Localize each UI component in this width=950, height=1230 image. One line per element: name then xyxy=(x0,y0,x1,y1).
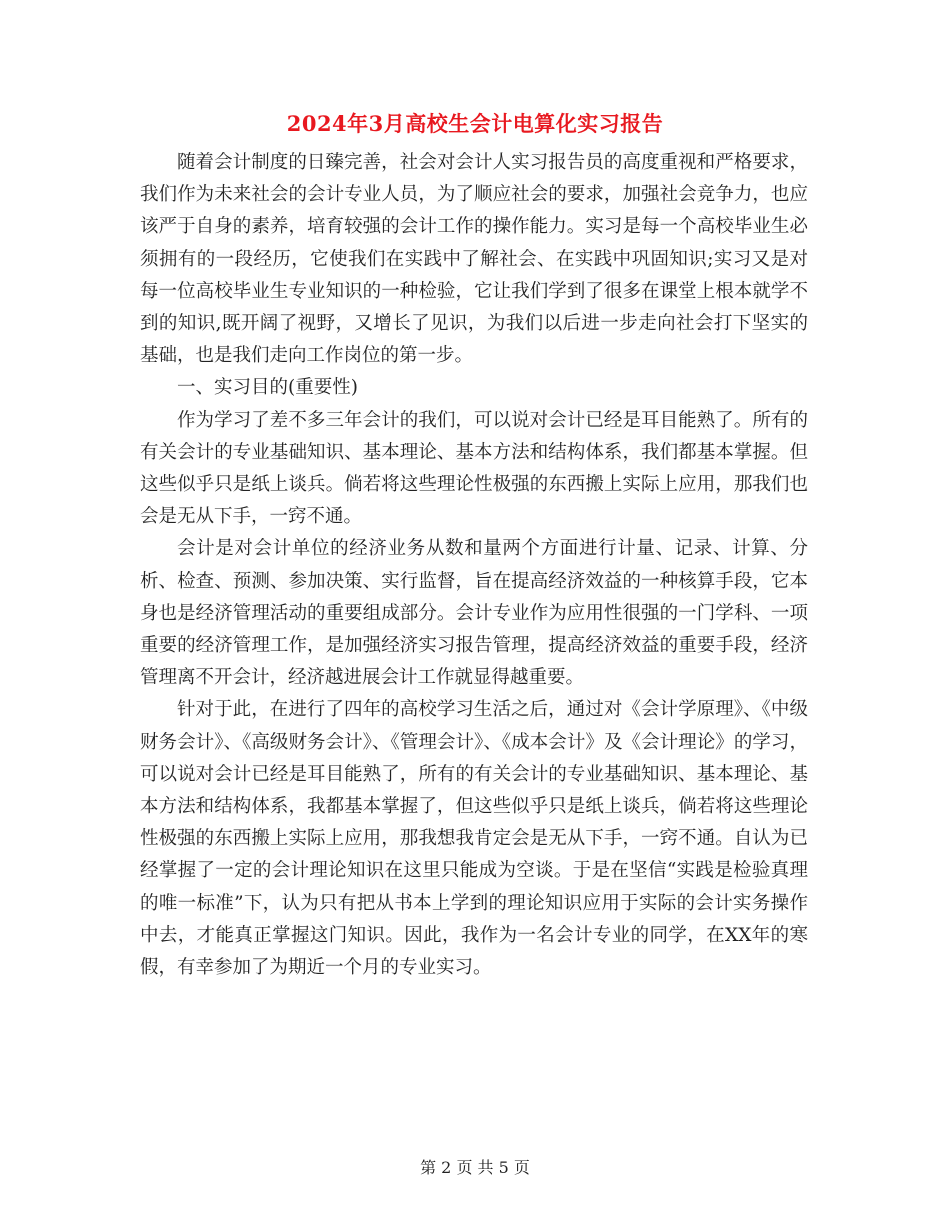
document-body xyxy=(140,147,808,984)
paragraph-purpose: 作为学习了差不多三年会计的我们，可以说对会计已经是耳目能熟了。所有的有关会计的专业基础知识、基本理论、基本方法和结构体系，我们都基本掌握。但这些似乎只是纸上谈兵。倘若将这些理论性极强的东西搬上实际上应用，那我们也会是无从下手，一窍不通。 xyxy=(140,409,808,528)
paragraph-study-background: 针对于此，在进行了四年的高校学习生活之后，通过对《会计学原理》、《中级财务会计》、《高级财务会计》、《管理会计》、《成本会计》及《会计理论》的学习，可以说对会计已经是耳目能熟了，所有的有关会计的专业基础知识、基本理论、基本方法和结构体系，我都基本掌握了，但这些似乎只是纸上谈兵，倘若将这些理论性极强的东西搬上实际上应用，那我想我肯定会是无从下手，一窍不通。自认为已经掌握了一定的会计理论知识在这里只能成为空谈。于是在坚信“实践是检验真理的唯一标准”下，认为只有把从书本上学到的理论知识应用于实际的会计实务操作中去，才能真正掌握这门知识。因此，我作为一名会计专业的同学，在XX年的寒假，有幸参加了为期近一个月的专业实习。 xyxy=(140,699,808,979)
section-heading-purpose: 一、实习目的(重要性) xyxy=(177,377,358,399)
page-number-footer: 第 2 页 共 5 页 xyxy=(420,1158,530,1177)
document-title: 2024年3月高校生会计电算化实习报告 xyxy=(286,111,664,136)
paragraph-intro: 随着会计制度的日臻完善，社会对会计人实习报告员的高度重视和严格要求，我们作为未来社会的会计专业人员，为了顺应社会的要求，加强社会竞争力，也应该严于自身的素养，培育较强的会计工作的操作能力。实习是每一个高校毕业生必须拥有的一段经历，它使我们在实践中了解社会、在实践中巩固知识;实习又是对每一位高校毕业生专业知识的一种检验，它让我们学到了很多在课堂上根本就学不到的知识,既开阔了视野，又增长了见识，为我们以后进一步走向社会打下坚实的基础，也是我们走向工作岗位的第一步。 xyxy=(140,152,808,367)
paragraph-accounting-definition: 会计是对会计单位的经济业务从数和量两个方面进行计量、记录、计算、分析、检查、预测、参加决策、实行监督，旨在提高经济效益的一种核算手段，它本身也是经济管理活动的重要组成部分。会计专业作为应用性很强的一门学科、一项重要的经济管理工作，是加强经济实习报告管理，提高经济效益的重要手段，经济管理离不开会计，经济越进展会计工作就显得越重要。 xyxy=(140,538,808,689)
